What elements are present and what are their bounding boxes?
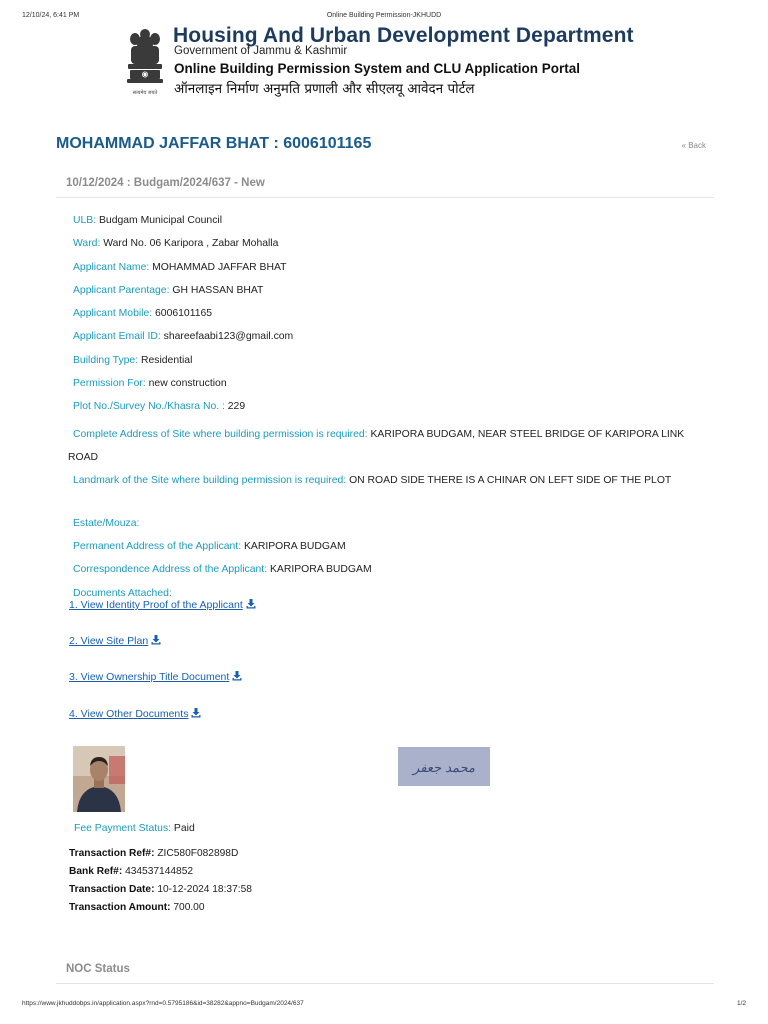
applicant-photo [73, 746, 125, 812]
detail-landmark [68, 469, 700, 516]
detail-label: Applicant Mobile: [73, 308, 153, 320]
detail-value: Ward No. 06 Karipora , Zabar Mohalla [103, 238, 279, 250]
portal-title: Online Building Permission System and CLU Application Portal [174, 61, 581, 76]
detail-value: KARIPORA BUDGAM [243, 540, 346, 552]
print-timestamp: 12/10/24, 6:41 PM [22, 12, 80, 19]
detail-applicant-name [68, 260, 700, 283]
detail-value: KARIPORA BUDGAM, NEAR STEEL BRIDGE OF KARIPORA LINK ROAD [68, 428, 685, 463]
print-footer [22, 1000, 746, 1010]
bank-ref-label: Bank Ref#: [69, 866, 123, 877]
detail-label: Ward: [73, 238, 101, 250]
detail-label: Applicant Parentage: [73, 284, 170, 296]
detail-mobile [68, 306, 700, 329]
detail-value: MOHAMMAD JAFFAR BHAT [152, 261, 287, 273]
detail-estate-mouza [68, 516, 700, 539]
back-link[interactable]: « Back [681, 141, 706, 150]
print-url: https://www.jkhuddobps.in/application.aspx?rnd=0.5795186&id=38282&appno=Budgam/2024/637 [22, 1000, 304, 1007]
detail-value: Budgam Municipal Council [99, 215, 223, 226]
detail-permanent-address [68, 539, 700, 562]
fee-label: Fee Payment Status: [74, 823, 172, 834]
transaction-date-label: Transaction Date: [69, 884, 155, 895]
state-emblem-icon [122, 26, 168, 98]
transaction-ref [69, 847, 252, 865]
detail-site-address [68, 423, 700, 470]
detail-label: ULB: [73, 215, 97, 226]
detail-label: Applicant Email ID: [73, 331, 161, 343]
detail-value: new construction [148, 378, 227, 390]
detail-label: Permission For: [73, 378, 146, 390]
detail-value: GH HASSAN BHAT [172, 284, 264, 296]
detail-email [68, 329, 700, 352]
detail-value: ON ROAD SIDE THERE IS A CHINAR ON LEFT SIDE OF THE PLOT [349, 475, 672, 487]
detail-building-type [68, 353, 700, 376]
detail-label: Correspondence Address of the Applicant: [73, 564, 268, 576]
transaction-ref-value: ZIC580F082898D [157, 848, 239, 859]
site-plan-link[interactable]: 2. View Site Plan [69, 635, 149, 648]
detail-ward [68, 236, 700, 259]
detail-value: 229 [227, 401, 246, 413]
detail-label: Documents Attached: [73, 587, 172, 599]
noc-status-title: NOC Status [66, 963, 130, 975]
transaction-ref-label: Transaction Ref#: [69, 848, 155, 859]
noc-status-heading [56, 958, 714, 984]
download-icon[interactable] [151, 635, 161, 648]
fee-value: Paid [173, 823, 195, 834]
other-documents-link[interactable]: 4. View Other Documents [69, 707, 189, 720]
print-header [22, 12, 746, 22]
print-page-title: Online Building Permission-JKHUDD [326, 12, 442, 19]
document-links [69, 599, 256, 744]
detail-label: Complete Address of Site where building permission is required: [73, 428, 368, 440]
detail-value: KARIPORA BUDGAM [269, 564, 372, 576]
transaction-amount [69, 901, 252, 919]
document-item [69, 635, 256, 671]
application-details [68, 213, 700, 609]
detail-parentage [68, 283, 700, 306]
detail-label: Landmark of the Site where building permission is required: [73, 475, 347, 487]
detail-label: Building Type: [73, 354, 139, 366]
document-item [69, 599, 256, 635]
department-title: Housing And Urban Development Department [173, 24, 634, 47]
detail-value: shareefaabi123@gmail.com [163, 331, 294, 343]
transaction-date [69, 883, 252, 901]
transaction-details [69, 847, 252, 919]
download-icon[interactable] [246, 599, 256, 612]
download-icon[interactable] [191, 708, 201, 721]
application-reference: 10/12/2024 : Budgam/2024/637 - New [66, 177, 265, 189]
detail-label: Permanent Address of the Applicant: [73, 540, 242, 552]
ownership-title-link[interactable]: 3. View Ownership Title Document [69, 671, 230, 684]
portal-title-hindi: ऑनलाइन निर्माण अनुमति प्रणाली और सीएलयू आवेदन पोर्टल [174, 81, 475, 97]
application-title: MOHAMMAD JAFFAR BHAT : 6006101165 [56, 135, 372, 152]
identity-proof-link[interactable]: 1. View Identity Proof of the Applicant [69, 599, 243, 611]
download-icon[interactable] [232, 671, 242, 684]
signature-text: محمد جعفر [413, 761, 475, 776]
detail-label: Plot No./Survey No./Khasra No. : [73, 401, 225, 413]
detail-value: Residential [140, 354, 193, 366]
bank-ref [69, 865, 252, 883]
detail-permission-for [68, 376, 700, 399]
bank-ref-value: 434537144852 [125, 866, 194, 877]
document-item [69, 708, 256, 744]
print-page-number: 1/2 [736, 1000, 746, 1007]
detail-label: Estate/Mouza: [73, 517, 140, 529]
detail-plot-no [68, 399, 700, 422]
transaction-amount-value: 700.00 [173, 902, 205, 913]
emblem-motto: सत्यमेव जयते [132, 90, 158, 96]
application-subheading [56, 172, 714, 198]
detail-correspondence-address [68, 562, 700, 585]
document-item [69, 671, 256, 707]
detail-ulb [68, 213, 700, 236]
department-banner [122, 26, 682, 102]
applicant-signature [398, 747, 490, 786]
transaction-amount-label: Transaction Amount: [69, 902, 171, 913]
fee-payment-status [69, 823, 195, 834]
transaction-date-value: 10-12-2024 18:37:58 [157, 884, 252, 895]
detail-value: 6006101165 [155, 308, 213, 320]
detail-label: Applicant Name: [73, 261, 150, 273]
government-name: Government of Jammu & Kashmir [174, 45, 348, 57]
